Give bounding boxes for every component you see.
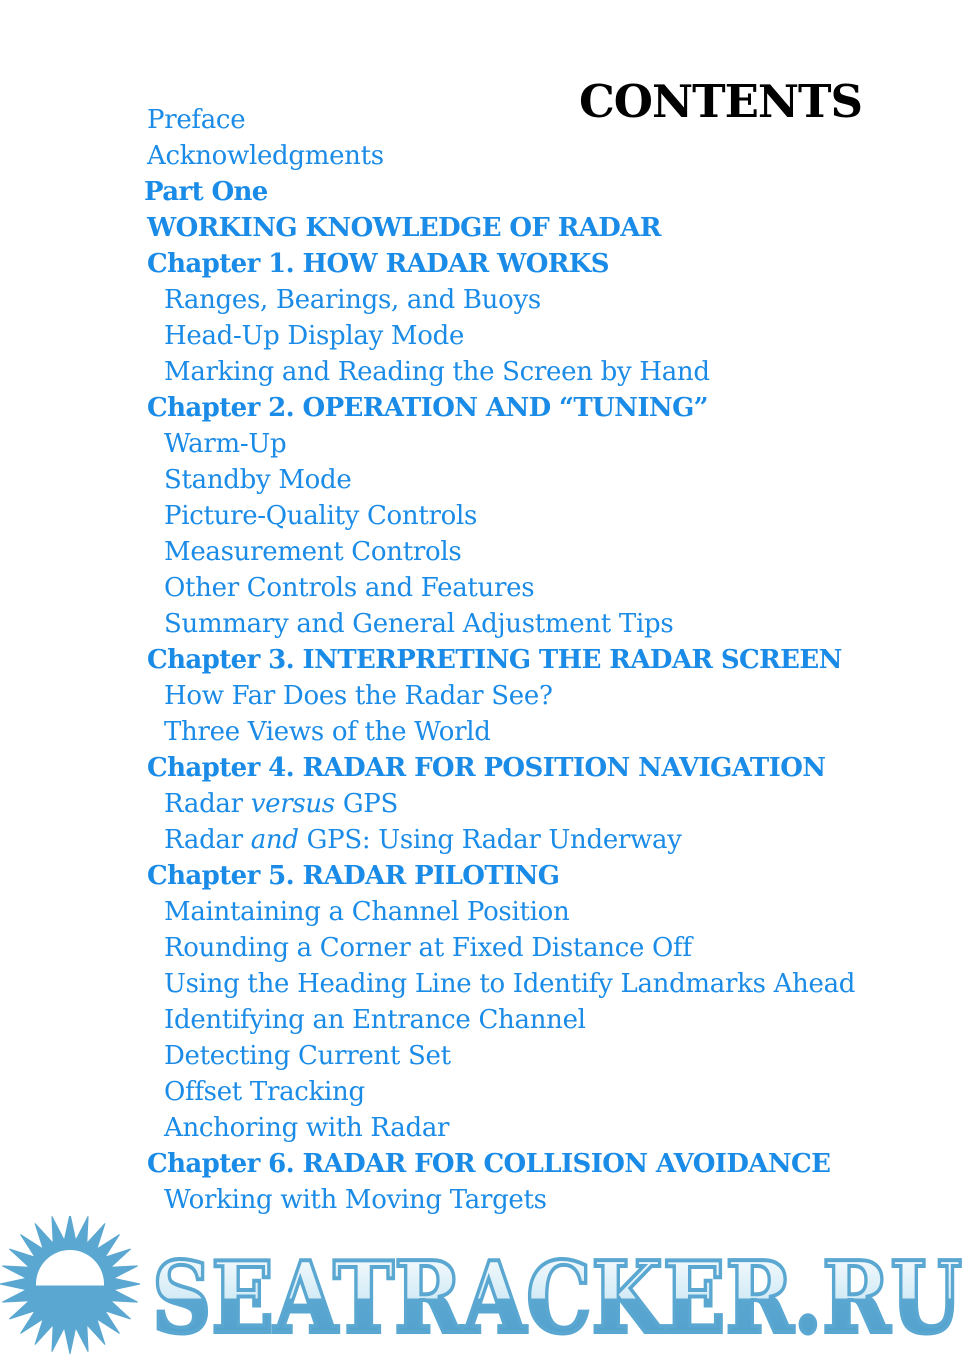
toc-heading[interactable]: Part One [144, 177, 268, 207]
toc-link[interactable]: Anchoring with Radar [164, 1113, 450, 1143]
toc-link[interactable]: Maintaining a Channel Position [164, 897, 570, 927]
toc-heading[interactable]: Chapter 1. HOW RADAR WORKS [147, 249, 609, 279]
toc-link[interactable]: Offset Tracking [164, 1077, 365, 1107]
sun-icon [0, 1216, 140, 1354]
toc-link[interactable] [147, 786, 967, 822]
toc-link[interactable]: Rounding a Corner at Fixed Distance Off [164, 933, 692, 963]
toc-link[interactable]: Warm-Up [164, 429, 287, 459]
toc-heading[interactable]: Chapter 5. RADAR PILOTING [147, 861, 560, 891]
toc-link[interactable]: Head-Up Display Mode [164, 321, 465, 351]
toc-link-text: GPS: Using Radar Underway [298, 825, 682, 855]
toc-link[interactable]: Using the Heading Line to Identify Landmarks Ahead [164, 969, 856, 999]
toc-link[interactable]: Summary and General Adjustment Tips [164, 609, 674, 639]
toc-link[interactable]: How Far Does the Radar See? [164, 681, 553, 711]
toc-link[interactable]: Marking and Reading the Screen by Hand [164, 357, 710, 387]
toc-link-text: Radar [164, 789, 251, 819]
watermark-text: SEATRACKER.RU [152, 1241, 962, 1356]
toc-heading[interactable]: WORKING KNOWLEDGE OF RADAR [147, 213, 661, 243]
toc-link[interactable]: Three Views of the World [164, 717, 491, 747]
toc-link[interactable]: Preface [147, 105, 246, 135]
toc-link-emphasis: and [250, 825, 299, 855]
toc-link[interactable]: Other Controls and Features [164, 573, 535, 603]
page-title: CONTENTS [578, 75, 862, 129]
toc-link-text: Radar [164, 825, 251, 855]
toc-link[interactable]: Picture-Quality Controls [164, 501, 478, 531]
toc-link[interactable]: Detecting Current Set [164, 1041, 451, 1071]
toc-heading[interactable]: Chapter 6. RADAR FOR COLLISION AVOIDANCE [147, 1149, 831, 1179]
toc-link[interactable]: Acknowledgments [147, 141, 384, 171]
toc-link[interactable]: Standby Mode [164, 465, 352, 495]
toc-link[interactable] [147, 822, 967, 858]
toc-heading[interactable]: Chapter 3. INTERPRETING THE RADAR SCREEN [147, 645, 842, 675]
toc-link[interactable]: Identifying an Entrance Channel [164, 1005, 586, 1035]
table-of-contents [144, 102, 967, 1218]
toc-link-text: GPS [334, 789, 398, 819]
toc-heading[interactable]: Chapter 2. OPERATION AND “TUNING” [147, 393, 709, 423]
toc-link[interactable]: Working with Moving Targets [164, 1185, 547, 1215]
toc-link[interactable]: Ranges, Bearings, and Buoys [164, 285, 541, 315]
watermark-logo [0, 1216, 978, 1362]
toc-link-emphasis: versus [250, 789, 335, 819]
toc-link[interactable]: Measurement Controls [164, 537, 462, 567]
toc-heading[interactable]: Chapter 4. RADAR FOR POSITION NAVIGATION [147, 753, 826, 783]
